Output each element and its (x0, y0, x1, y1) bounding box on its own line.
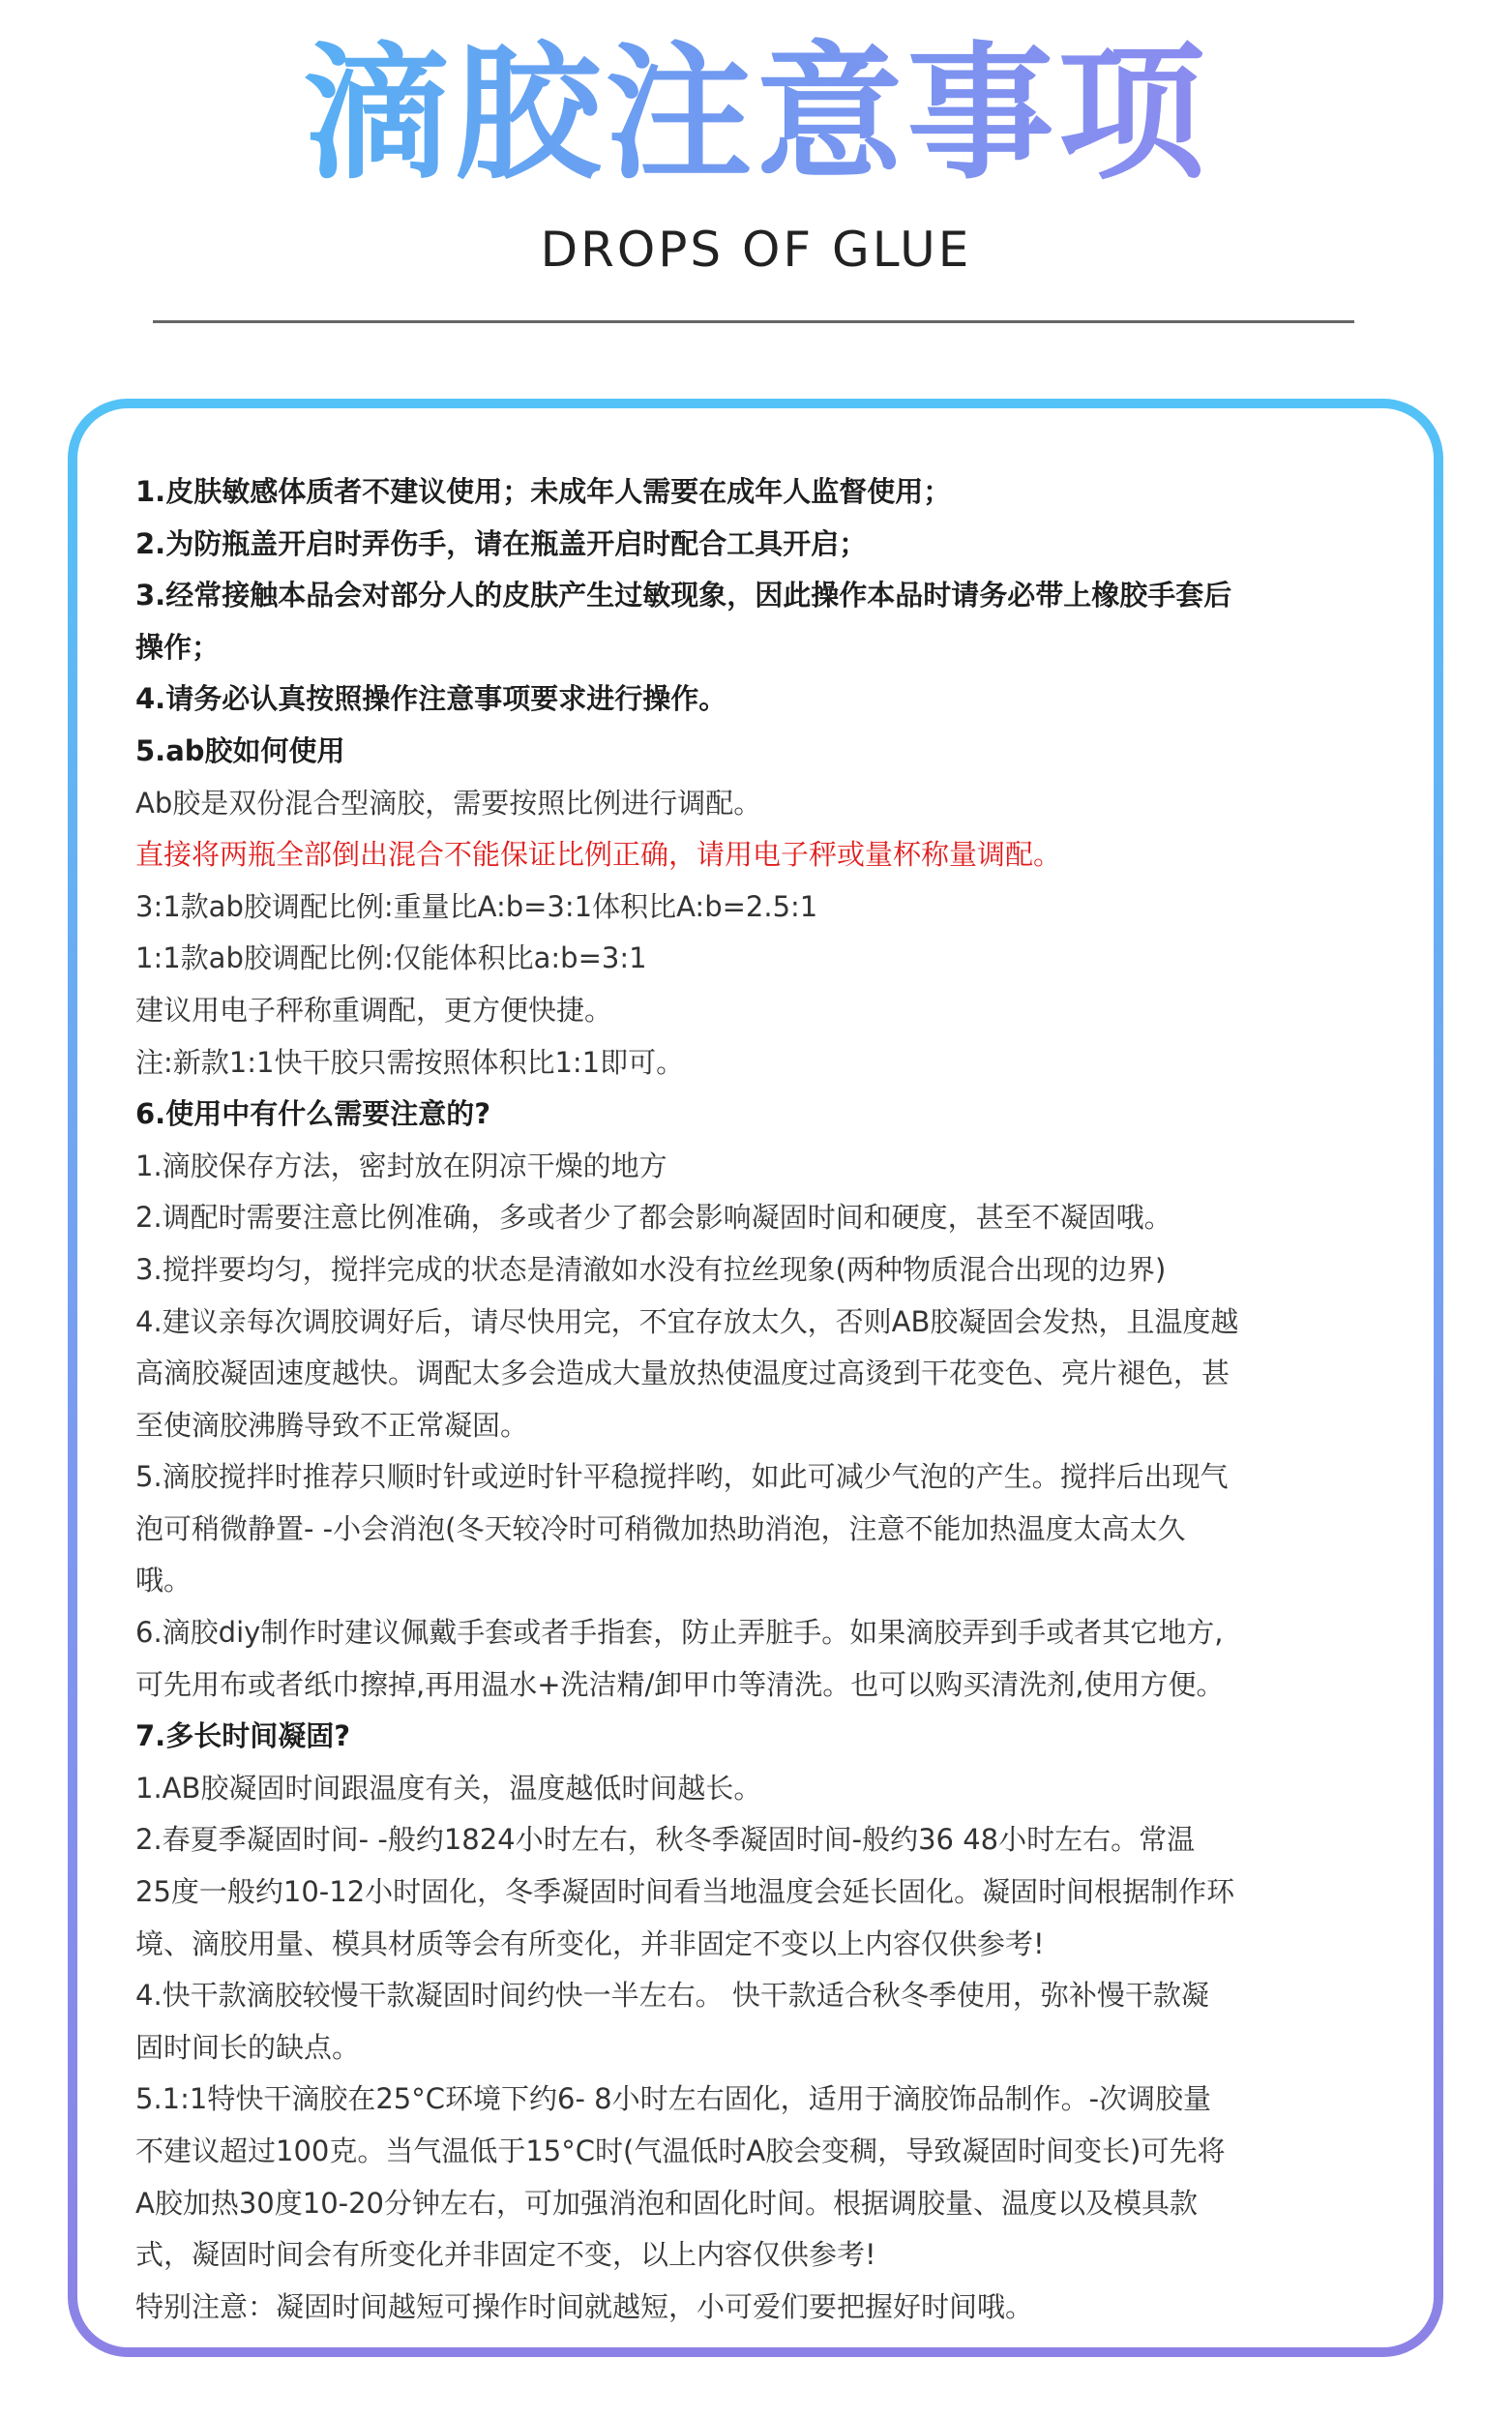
curing-note-line: 式，凝固时间会有所变化并非固定不变，以上内容仅供参考! (135, 2238, 876, 2272)
curing-note-line: 境、滴胶用量、模具材质等会有所变化，并非固定不变以上内容仅供参考! (135, 1926, 1045, 1960)
usage-note-line: 高滴胶凝固速度越快。调配太多会造成大量放热使温度过高烫到干花变色、亮片褪色，甚 (135, 1357, 1230, 1390)
curing-note-line: 4.快干款滴胶较慢干款凝固时间约快一半左右。 快干款适合秋冬季使用，弥补慢干款凝 (135, 1979, 1209, 2013)
section-heading-ab-usage: 5.ab胶如何使用 (135, 733, 345, 767)
usage-note-line: 泡可稍微静置- -小会消泡(冬天较冷时可稍微加热助消泡，注意不能加热温度太高太久 (135, 1511, 1186, 1545)
title-divider (153, 320, 1354, 323)
scale-advice-line: 建议用电子秤称重调配，更方便快捷。 (135, 993, 613, 1027)
usage-note-line: 5.滴胶搅拌时推荐只顺时针或逆时针平稳搅拌哟，如此可减少气泡的产生。搅拌后出现气 (135, 1460, 1229, 1494)
usage-note-line: 6.滴胶diy制作时建议佩戴手套或者手指套，防止弄脏手。如果滴胶弄到手或者其它地方, (135, 1616, 1224, 1650)
ratio-1-1-line: 1:1款ab胶调配比例:仅能体积比a:b=3:1 (135, 941, 647, 975)
page-subtitle: DROPS OF GLUE (540, 222, 972, 278)
usage-note-line: 哦。 (135, 1564, 193, 1597)
notice-line-1: 1.皮肤敏感体质者不建议使用；未成年人需要在成年人监督使用； (135, 475, 952, 508)
ratio-3-1-line: 3:1款ab胶调配比例:重量比A:b=3:1体积比A:b=2.5:1 (135, 889, 818, 923)
section-heading-usage-notes: 6.使用中有什么需要注意的? (135, 1097, 491, 1131)
notice-line-2: 2.为防瓶盖开启时弄伤手，请在瓶盖开启时配合工具开启； (135, 526, 868, 560)
special-attention-line: 特别注意：凝固时间越短可操作时间就越短，小可爱们要把握好时间哦。 (135, 2289, 1034, 2323)
usage-note-line: 1.滴胶保存方法，密封放在阴凉干燥的地方 (135, 1149, 667, 1182)
usage-note-line: 可先用布或者纸巾擦掉,再用温水+洗洁精/卸甲巾等清洗。也可以购买清洗剂,使用方便。 (135, 1667, 1225, 1701)
curing-note-line: 2.春夏季凝固时间- -般约1824小时左右，秋冬季凝固时间-般约36 48小时左右。常温 (135, 1823, 1196, 1857)
usage-note-line: 2.调配时需要注意比例准确，多或者少了都会影响凝固时间和硬度，甚至不凝固哦。 (135, 1201, 1172, 1235)
curing-note-line: 5.1:1特快干滴胶在25°C环境下约6- 8小时左右固化，适用于滴胶饰品制作。-次调胶量 (135, 2082, 1212, 2116)
usage-note-line: 3.搅拌要均匀，搅拌完成的状态是清澈如水没有拉丝现象(两种物质混合出现的边界) (135, 1252, 1167, 1286)
notice-line-3: 3.经常接触本品会对部分人的皮肤产生过敏现象，因此操作本品时请务必带上橡胶手套后 (135, 579, 1232, 612)
ab-usage-warning: 直接将两瓶全部倒出混合不能保证比例正确，请用电子秤或量杯称量调配。 (135, 838, 1062, 872)
new-fast-glue-note: 注:新款1:1快干胶只需按照体积比1:1即可。 (135, 1045, 685, 1079)
curing-note-line: 25度一般约10-12小时固化，冬季凝固时间看当地温度会延长固化。凝固时间根据制作环 (135, 1875, 1235, 1909)
page-title: 滴胶注意事项 (0, 29, 1512, 198)
instructions-content (135, 466, 1393, 2333)
usage-note-line: 4.建议亲每次调胶调好后，请尽快用完，不宜存放太久，否则AB胶凝固会发热，且温度越 (135, 1304, 1239, 1338)
curing-note-line: 1.AB胶凝固时间跟温度有关，温度越低时间越长。 (135, 1771, 762, 1805)
ab-usage-line: Ab胶是双份混合型滴胶，需要按照比例进行调配。 (135, 786, 762, 820)
curing-note-line: 固时间长的缺点。 (135, 2030, 361, 2064)
usage-note-line: 至使滴胶沸腾导致不正常凝固。 (135, 1408, 529, 1442)
section-heading-curing-time: 7.多长时间凝固? (135, 1719, 351, 1753)
instructions-card (68, 399, 1443, 2357)
notice-line-4: 4.请务必认真按照操作注意事项要求进行操作。 (135, 682, 727, 716)
curing-note-line: 不建议超过100克。当气温低于15°C时(气温低时A胶会变稠，导致凝固时间变长)可先将 (135, 2134, 1226, 2167)
notice-line-3-cont: 操作； (135, 630, 221, 664)
curing-note-line: A胶加热30度10-20分钟左右，可加强消泡和固化时间。根据调胶量、温度以及模具款 (135, 2186, 1199, 2220)
